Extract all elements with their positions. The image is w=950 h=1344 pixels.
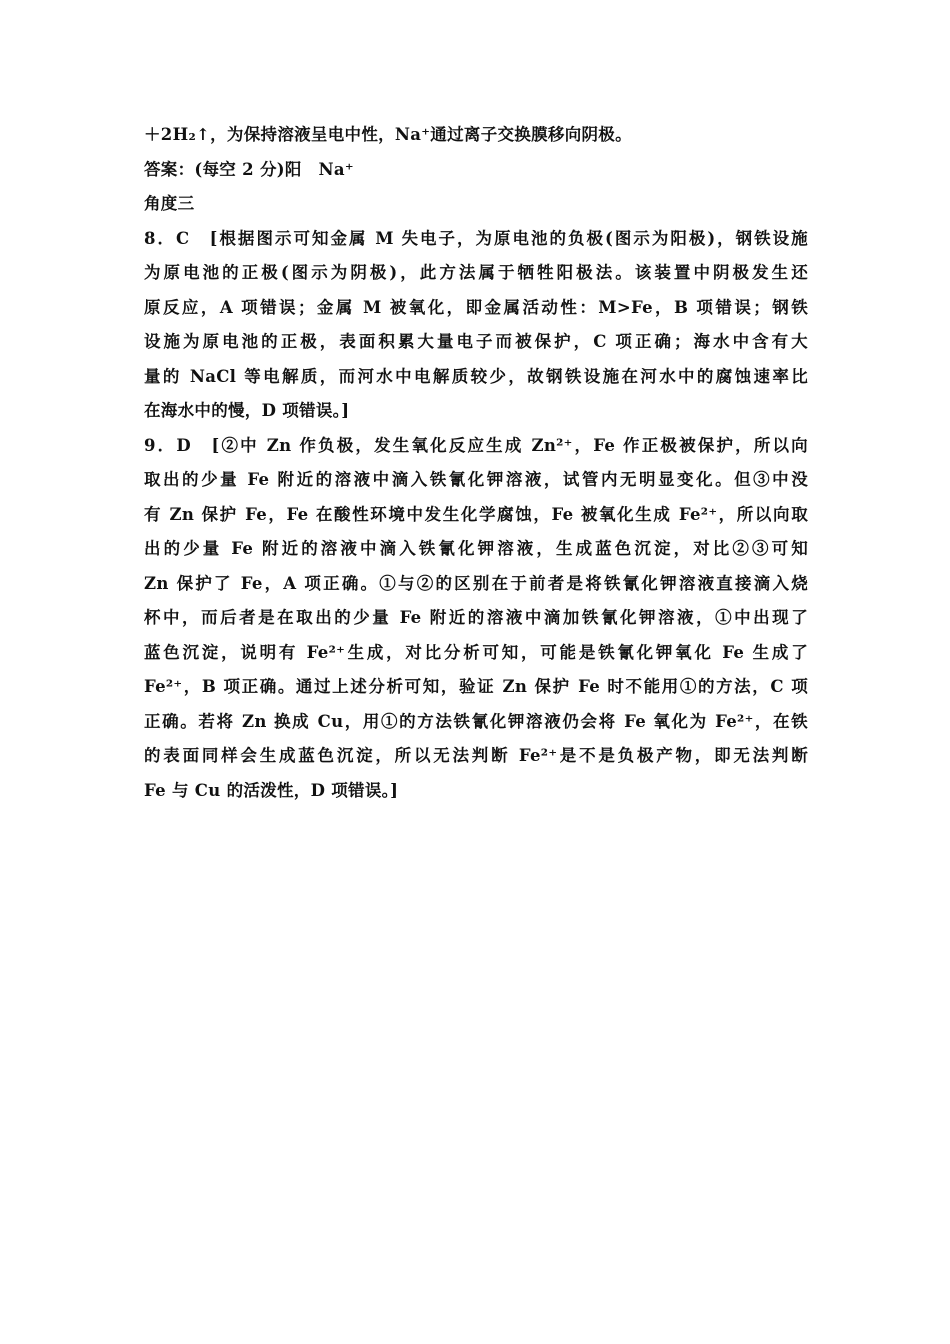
q9-line: Zn 保护了 Fe，A 项正确。①与②的区别在于前者是将铁氰化钾溶液直接滴入烧 (144, 573, 808, 593)
q9-line: 9．D [②中 Zn 作负极，发生氧化反应生成 Zn²⁺，Fe 作正极被保护，所以向 (144, 435, 808, 455)
q9-line: 取出的少量 Fe 附近的溶液中滴入铁氰化钾溶液，试管内无明显变化。但③中没 (144, 470, 808, 489)
section-heading: 角度三 (144, 194, 195, 213)
q9-line: 有 Zn 保护 Fe，Fe 在酸性环境中发生化学腐蚀，Fe 被氧化生成 Fe²⁺，所以向取 (144, 504, 808, 524)
q8-line: 原反应，A 项错误；金属 M 被氧化，即金属活动性：M>Fe，B 项错误；钢铁 (144, 297, 808, 317)
q8-line: 在海水中的慢，D 项错误。] (144, 401, 350, 420)
document-page (144, 118, 808, 808)
q9-line: 出的少量 Fe 附近的溶液中滴入铁氰化钾溶液，生成蓝色沉淀，对比②③可知 (144, 539, 808, 558)
question-8-explanation (144, 222, 808, 429)
q9-line: Fe 与 Cu 的活泼性，D 项错误。] (144, 780, 399, 800)
continuation-line: ＋2H₂↑，为保持溶液呈电中性，Na⁺通过离子交换膜移向阴极。 (144, 125, 632, 144)
q8-line: 8．C [根据图示可知金属 M 失电子，为原电池的负极(图示为阳极)，钢铁设施 (144, 228, 808, 248)
q9-line: Fe²⁺，B 项正确。通过上述分析可知，验证 Zn 保护 Fe 时不能用①的方法，C 项 (144, 677, 808, 696)
q9-line: 的表面同样会生成蓝色沉淀，所以无法判断 Fe²⁺是不是负极产物，即无法判断 (144, 746, 808, 765)
q8-line: 量的 NaCl 等电解质，而河水中电解质较少，故钢铁设施在河水中的腐蚀速率比 (144, 366, 808, 386)
q9-line: 正确。若将 Zn 换成 Cu，用①的方法铁氰化钾溶液仍会将 Fe 氧化为 Fe²⁺，在铁 (144, 711, 808, 731)
q8-line: 为原电池的正极(图示为阴极)，此方法属于牺牲阳极法。该装置中阴极发生还 (144, 263, 808, 282)
q9-line: 蓝色沉淀，说明有 Fe²⁺生成，对比分析可知，可能是铁氰化钾氧化 Fe 生成了 (144, 642, 808, 662)
q8-line: 设施为原电池的正极，表面积累大量电子而被保护，C 项正确；海水中含有大 (144, 332, 808, 351)
answer-line: 答案：(每空 2 分)阳 Na⁺ (144, 159, 354, 179)
q9-line: 杯中，而后者是在取出的少量 Fe 附近的溶液中滴加铁氰化钾溶液，①中出现了 (144, 608, 808, 627)
question-9-explanation (144, 429, 808, 809)
